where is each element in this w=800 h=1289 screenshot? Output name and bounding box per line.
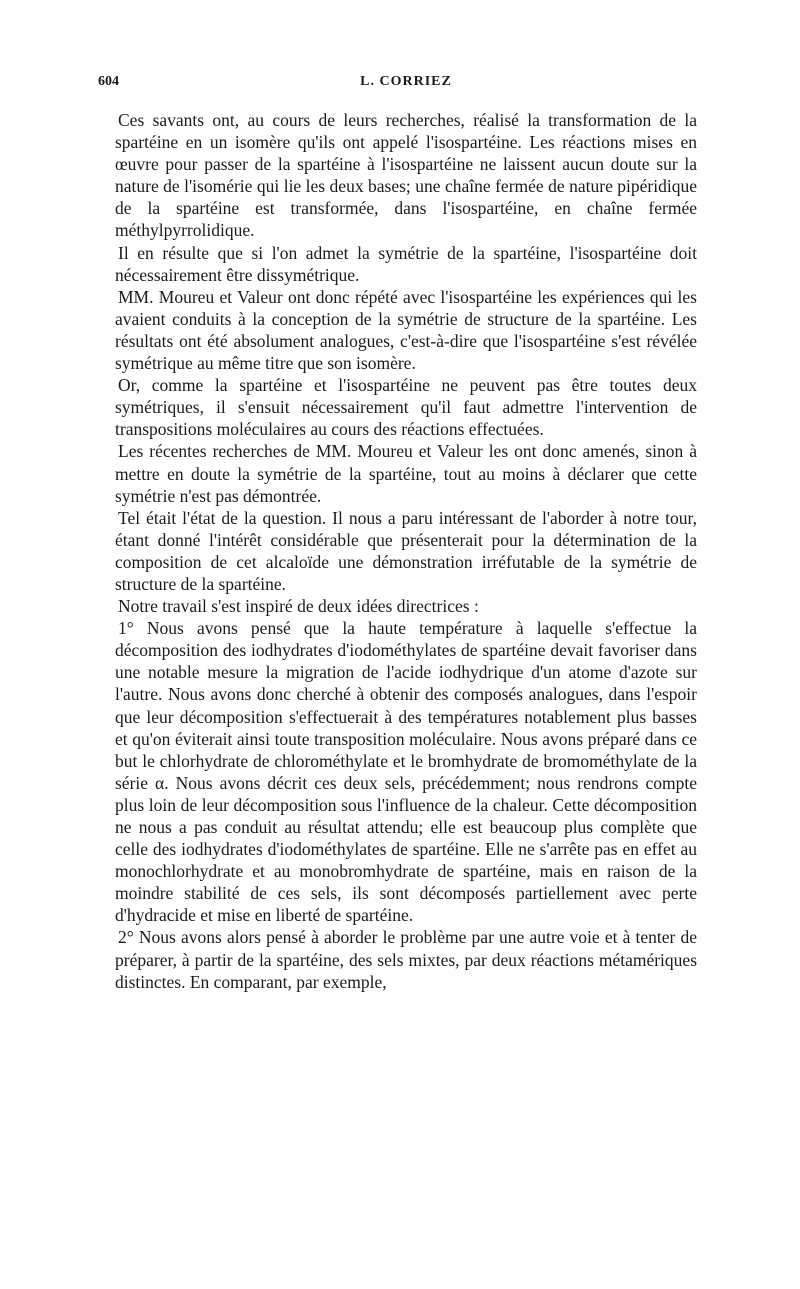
page-number: 604 [98,74,119,89]
paragraph-8: 1° Nous avons pensé que la haute température à laquelle s'effectue la décomposition des iodhydrates d'iodométhylates de spartéine devait favoriser dans une notable mesure la migration de l'acide iodhydrique d'un atome d'azote sur l'autre. Nous avons donc cherché à obtenir des composés analogues, dans l'espoir que leur décomposition s'effectuerait à des températures notablement plus basses et qu'on éviterait ainsi toute transposition moléculaire. Nous avons préparé dans ce but le chlorhydrate de chlorométhylate et le bromhydrate de bromométhylate de la série α. Nous avons décrit ces deux sels, précédemment; nous rendrons compte plus loin de leur décomposition sous l'influence de la chaleur. Cette décomposition ne nous a pas conduit au résultat attendu; elle est beaucoup plus complète que celle des iodhydrates d'iodométhylates de spartéine. Elle ne s'arrête pas en effet au monochlorhydrate et au monobromhydrate de spartéine, mais en raison de la moindre stabilité de ces sels, ils sont décomposés partiellement avec perte d'hydracide et mise en liberté de spartéine. [115,618,697,926]
paragraph-5: Les récentes recherches de MM. Moureu et Valeur les ont donc amenés, sinon à mettre en doute la symétrie de la spartéine, tout au moins à déclarer que cette symétrie n'est pas démontrée. [115,441,697,506]
paragraph-4: Or, comme la spartéine et l'isospartéine ne peuvent pas être toutes deux symétriques, il s'ensuit nécessairement qu'il faut admettre l'intervention de transpositions moléculaires au cours des réactions effectuées. [115,375,697,440]
book-page [98,74,697,993]
paragraph-6: Tel était l'état de la question. Il nous a paru intéressant de l'aborder à notre tour, étant donné l'intérêt considérable que présenterait pour la détermination de la composition de cet alcaloïde une démonstration irréfutable de la symétrie de structure de la spartéine. [115,507,697,594]
running-title: L. CORRIEZ [360,74,452,89]
paragraph-2: Il en résulte que si l'on admet la symétrie de la spartéine, l'isospartéine doit nécessairement être dissymétrique. [115,242,697,285]
body-text [115,109,697,993]
paragraph-9: 2° Nous avons alors pensé à aborder le problème par une autre voie et à tenter de préparer, à partir de la spartéine, des sels mixtes, par deux réactions métamériques distinctes. En comparant, par exemple, [115,927,697,992]
paragraph-3: MM. Moureu et Valeur ont donc répété avec l'isospartéine les expériences qui les avaient conduits à la conception de la symétrie de structure de la spartéine. Les résultats ont été absolument analogues, c'est-à-dire que l'isospartéine s'est révélée symétrique au même titre que son isomère. [115,286,697,374]
paragraph-1: Ces savants ont, au cours de leurs recherches, réalisé la transformation de la spartéine en un isomère qu'ils ont appelé l'isospartéine. Les réactions mises en œuvre pour passer de la spartéine à l'isospartéine ne laissent aucun doute sur la nature de l'isomérie qui lie les deux bases; une chaîne fermée de nature pipéridique de la spartéine est transformée, dans l'isospartéine, en chaîne fermée méthylpyrrolidique. [115,110,697,241]
page-header [98,74,697,96]
paragraph-7: Notre travail s'est inspiré de deux idées directrices : [118,596,479,617]
